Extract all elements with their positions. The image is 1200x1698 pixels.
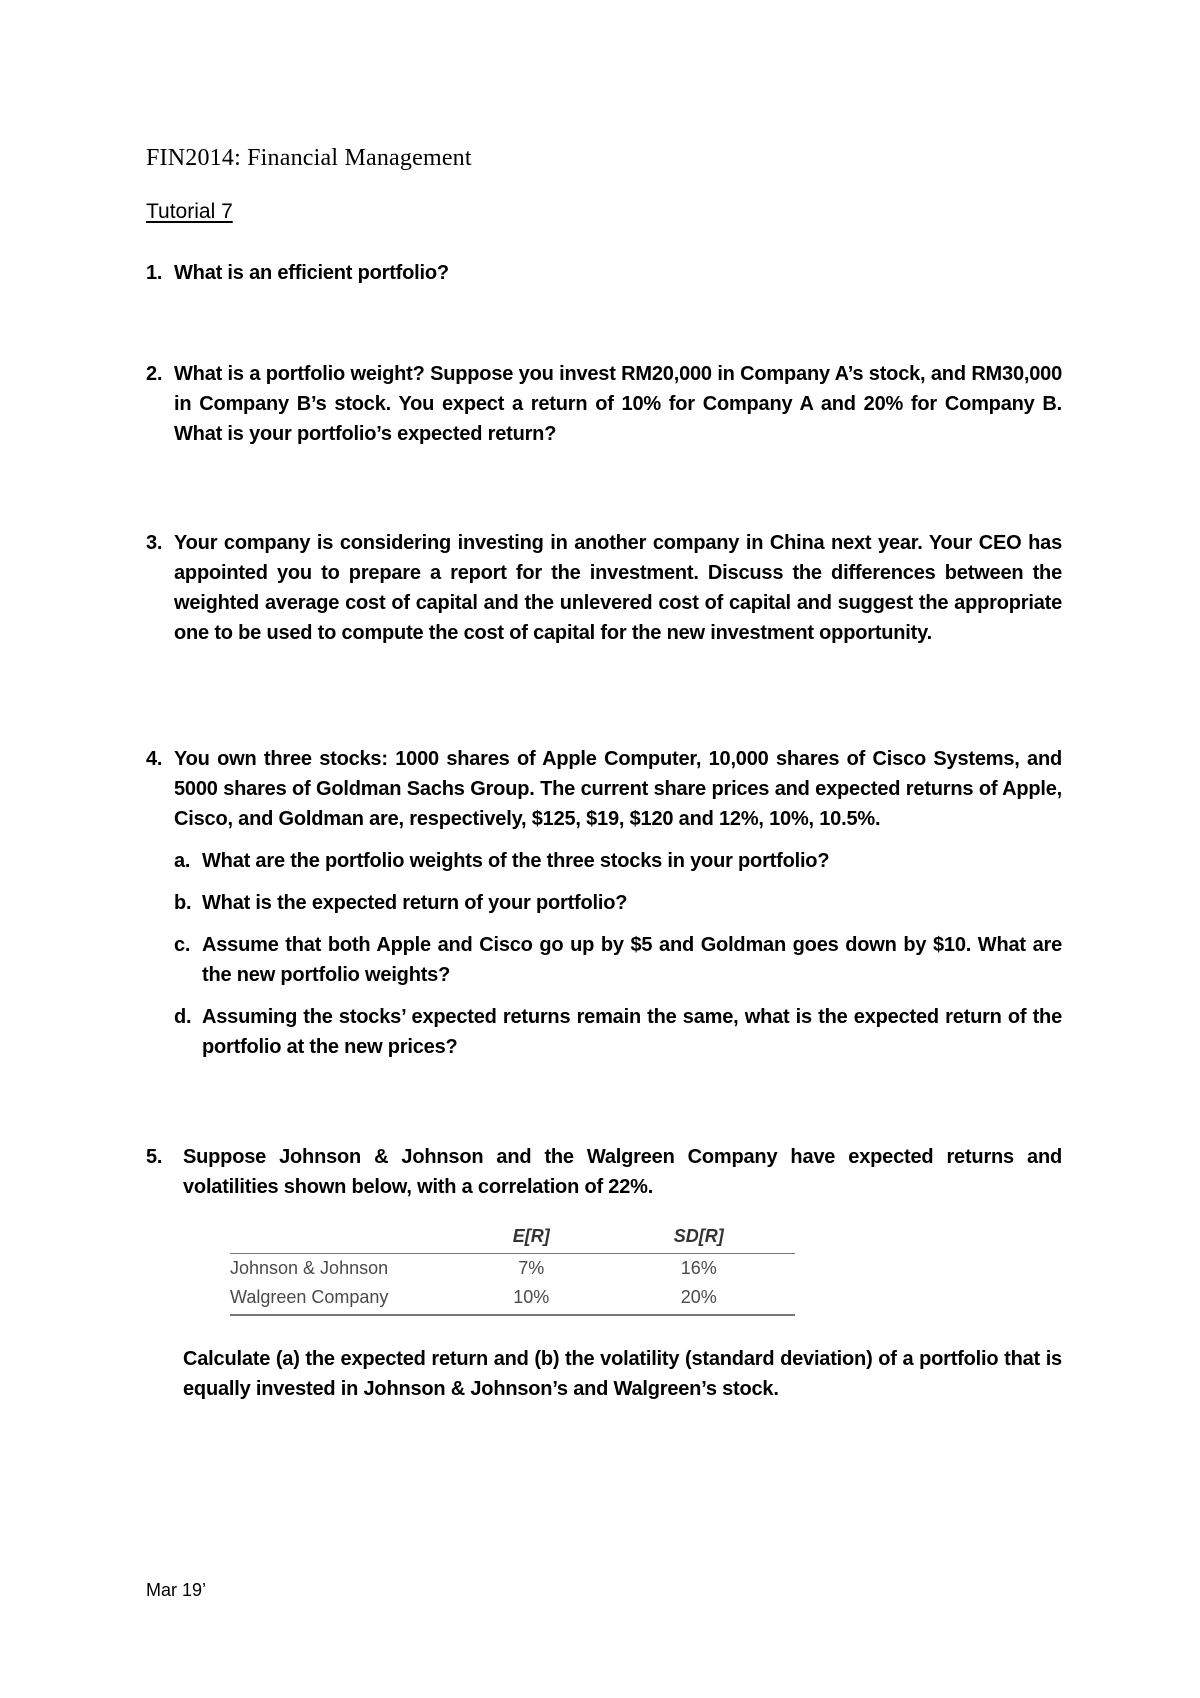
sub-question-b [174,888,1062,918]
sub-question-a [174,846,1062,876]
question-4 [146,744,1062,1074]
sub-question-letter: a. [174,850,191,872]
sub-question-text: Assume that both Apple and Cisco go up by $5 and Goldman goes down by $10. What are the new portfolio weights? [202,934,1062,986]
question-text: Your company is considering investing in another company in China next year. Your CEO has appointed you to prepare a report for the investment. Discuss the differences between the weighted average cost of capital and the unlevered cost of capital and suggest the appropriate one to be used to compute the cost of capital for the new investment opportunity. [174,532,1062,644]
returns-table [230,1222,795,1316]
sub-question-d [174,1002,1062,1062]
course-title: FIN2014: Financial Management [146,145,472,171]
sub-question-letter: c. [174,934,191,956]
question-text: What is an efficient portfolio? [174,262,449,284]
question-text: You own three stocks: 1000 shares of Apple Computer, 10,000 shares of Cisco Systems, and 5000 shares of Goldman Sachs Group. The current share prices and expected returns of Apple, Cisco, and Goldman are, respectively, $125, $19, $120 and 12%, 10%, 10.5%. [174,748,1062,830]
question-number: 5. [146,1146,163,1168]
sub-question-text: Assuming the stocks’ expected returns remain the same, what is the expected return of the portfolio at the new prices? [202,1006,1062,1058]
question-number: 3. [146,532,163,554]
table-cell: 10% [460,1283,602,1315]
table-cell: 20% [602,1283,795,1315]
question-5 [146,1142,1062,1202]
question-5-followup: Calculate (a) the expected return and (b) the volatility (standard deviation) of a portfolio that is equally invested in Johnson & Johnson’s and Walgreen’s stock. [183,1348,1062,1400]
tutorial-heading: Tutorial 7 [146,200,233,223]
sub-question-text: What are the portfolio weights of the three stocks in your portfolio? [202,850,830,872]
sub-question-c [174,930,1062,990]
question-1 [146,258,1062,288]
sub-question-list [146,846,1062,1062]
footer-date: Mar 19’ [146,1580,207,1600]
question-3 [146,528,1062,648]
table-cell: 16% [680,1258,717,1278]
table-header-cell: SD[R] [602,1222,795,1254]
question-number: 2. [146,363,163,385]
table-cell: Johnson & Johnson [230,1258,389,1278]
table-row [230,1283,795,1315]
question-number: 4. [146,748,163,770]
question-2 [146,359,1062,449]
question-text: Suppose Johnson & Johnson and the Walgreen Company have expected returns and volatilities shown below, with a correlation of 22%. [183,1146,1062,1198]
sub-question-letter: b. [174,892,192,914]
sub-question-letter: d. [174,1006,192,1028]
table-cell: 7% [518,1258,545,1278]
table-header-cell: E[R] [460,1222,602,1254]
question-text: What is a portfolio weight? Suppose you invest RM20,000 in Company A’s stock, and RM30,000 in Company B’s stock. You expect a return of 10% for Company A and 20% for Company B. What is your portfolio’s expected return? [174,363,1062,445]
sub-question-text: What is the expected return of your portfolio? [202,892,628,914]
table-cell: Walgreen Company [230,1283,460,1315]
table-row [230,1254,795,1284]
question-number: 1. [146,262,163,284]
table-header-cell [230,1222,460,1254]
table-header-row [230,1222,795,1254]
